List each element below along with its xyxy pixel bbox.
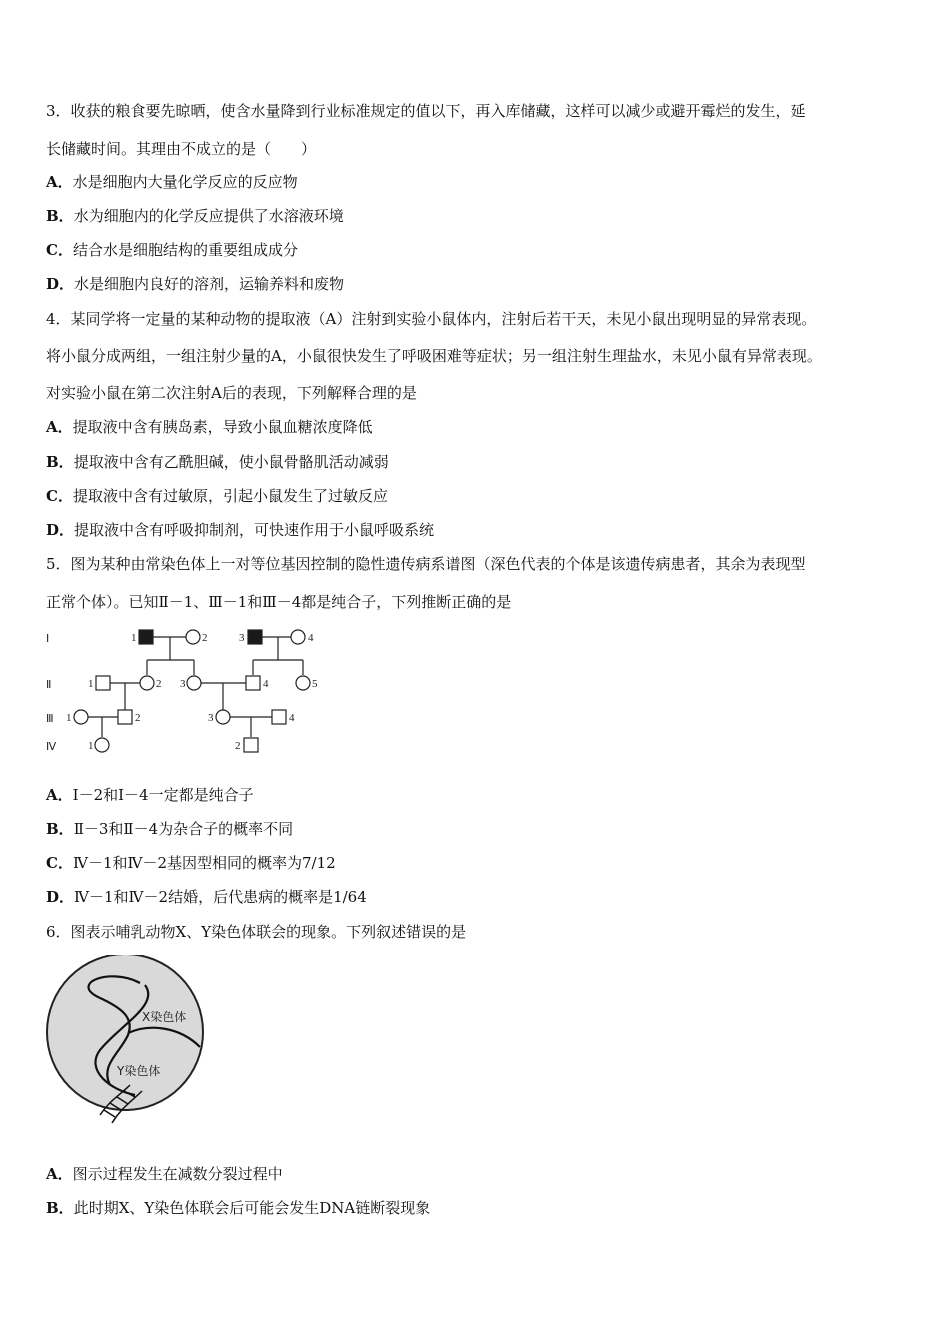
num-iv2: 2 bbox=[235, 740, 241, 752]
q4-option-c: C．提取液中含有过敏原，引起小鼠发生了过敏反应 bbox=[46, 487, 388, 505]
pedigree-ii3-female bbox=[187, 676, 201, 690]
num-iv1: 1 bbox=[88, 740, 94, 752]
num-ii1: 1 bbox=[88, 678, 94, 690]
q5-stem-line1: 5．图为某种由常染色体上一对等位基因控制的隐性遗传病系谱图（深色代表的个体是该遗传病患者，其余为表现型 bbox=[46, 555, 806, 573]
num-i1: 1 bbox=[131, 632, 137, 644]
q3-option-a: A．水是细胞内大量化学反应的反应物 bbox=[46, 173, 298, 191]
pedigree-i4-female bbox=[291, 630, 305, 644]
pedigree-i3-affected-male bbox=[248, 630, 262, 644]
pedigree-ii2-female bbox=[140, 676, 154, 690]
q3-stem-line1: 3．收获的粮食要先晾晒，使含水量降到行业标准规定的值以下，再入库储藏，这样可以减少或避开霉烂的发生，延 bbox=[46, 102, 806, 120]
num-i3: 3 bbox=[239, 632, 245, 644]
gen-label-iii: Ⅲ bbox=[46, 713, 54, 725]
gen-label-ii: Ⅱ bbox=[46, 679, 52, 691]
pedigree-chart bbox=[40, 622, 340, 762]
q3-stem-line2: 长储藏时间。其理由不成立的是（ ） bbox=[46, 140, 317, 158]
q4-stem-line2: 将小鼠分成两组，一组注射少量的A，小鼠很快发生了呼吸困难等症状；另一组注射生理盐水，未见小鼠有异常表现。 bbox=[46, 347, 822, 365]
q3-option-d: D．水是细胞内良好的溶剂，运输养料和废物 bbox=[46, 275, 345, 293]
num-iii3: 3 bbox=[208, 712, 214, 724]
y-chromosome-label: Y染色体 bbox=[117, 1064, 161, 1078]
num-ii4: 4 bbox=[263, 678, 269, 690]
num-iii1: 1 bbox=[66, 712, 72, 724]
q4-stem-line3: 对实验小鼠在第二次注射A后的表现，下列解释合理的是 bbox=[46, 384, 417, 402]
pedigree-ii5-female bbox=[296, 676, 310, 690]
gen-label-i: Ⅰ bbox=[46, 633, 50, 645]
q5-option-b: B．Ⅱ－3和Ⅱ－4为杂合子的概率不同 bbox=[46, 820, 294, 838]
pedigree-iii1-female bbox=[74, 710, 88, 724]
pedigree-i2-female bbox=[186, 630, 200, 644]
pedigree-iv2-male bbox=[244, 738, 258, 752]
xy-synapsis-figure bbox=[40, 955, 220, 1135]
q4-stem-line1: 4．某同学将一定量的某种动物的提取液（A）注射到实验小鼠体内，注射后若干天，未见小鼠出现明显的异常表现。 bbox=[46, 310, 817, 328]
gen-label-iv: Ⅳ bbox=[46, 741, 57, 753]
q5-option-d: D．Ⅳ－1和Ⅳ－2结婚，后代患病的概率是1/64 bbox=[46, 888, 367, 906]
q4-option-b: B．提取液中含有乙酰胆碱，使小鼠骨骼肌活动减弱 bbox=[46, 453, 389, 471]
num-iii4: 4 bbox=[289, 712, 295, 724]
q6-stem-line1: 6．图表示哺乳动物X、Y染色体联会的现象。下列叙述错误的是 bbox=[46, 923, 467, 941]
q4-option-d: D．提取液中含有呼吸抑制剂，可快速作用于小鼠呼吸系统 bbox=[46, 521, 435, 539]
pedigree-ii4-male bbox=[246, 676, 260, 690]
num-ii5: 5 bbox=[312, 678, 318, 690]
num-i2: 2 bbox=[202, 632, 208, 644]
num-i4: 4 bbox=[308, 632, 314, 644]
pedigree-iii4-male bbox=[272, 710, 286, 724]
q6-option-b: B．此时期X、Y染色体联会后可能会发生DNA链断裂现象 bbox=[46, 1199, 431, 1217]
x-chromosome-label: X染色体 bbox=[142, 1010, 187, 1024]
q5-option-a: A．Ⅰ－2和Ⅰ－4一定都是纯合子 bbox=[46, 786, 254, 804]
pedigree-i1-affected-male bbox=[139, 630, 153, 644]
q3-option-b: B．水为细胞内的化学反应提供了水溶液环境 bbox=[46, 207, 344, 225]
pedigree-ii1-male bbox=[96, 676, 110, 690]
num-iii2: 2 bbox=[135, 712, 141, 724]
q3-option-c: C．结合水是细胞结构的重要组成成分 bbox=[46, 241, 298, 259]
pedigree-iii3-female bbox=[216, 710, 230, 724]
q6-option-a: A．图示过程发生在减数分裂过程中 bbox=[46, 1165, 283, 1183]
pedigree-iv1-female bbox=[95, 738, 109, 752]
q4-option-a: A．提取液中含有胰岛素，导致小鼠血糖浓度降低 bbox=[46, 418, 373, 436]
num-ii3: 3 bbox=[180, 678, 186, 690]
num-ii2: 2 bbox=[156, 678, 162, 690]
pedigree-iii2-male bbox=[118, 710, 132, 724]
q5-option-c: C．Ⅳ－1和Ⅳ－2基因型相同的概率为7/12 bbox=[46, 854, 336, 872]
q5-stem-line2: 正常个体）。已知Ⅱ－1、Ⅲ－1和Ⅲ－4都是纯合子，下列推断正确的是 bbox=[46, 593, 512, 611]
